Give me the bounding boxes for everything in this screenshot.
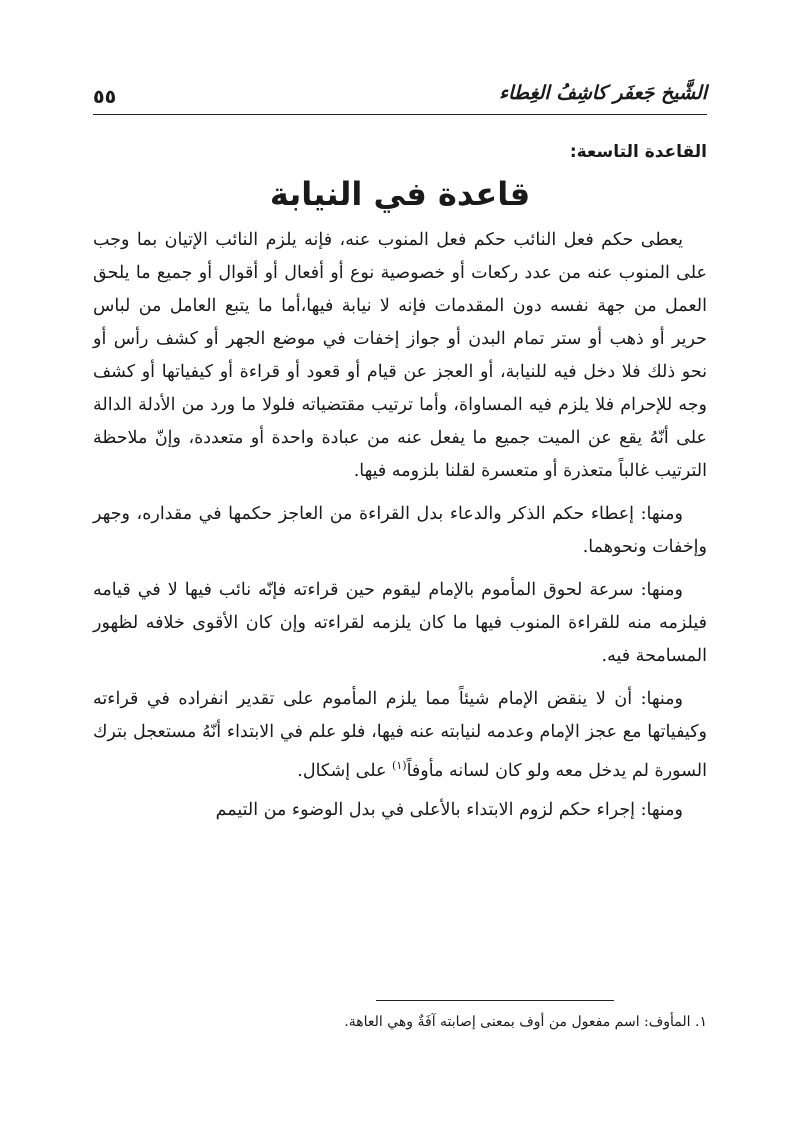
main-content: [93, 138, 707, 833]
paragraph-4: [93, 683, 707, 788]
paragraph-1: يعطى حكم فعل النائب حكم فعل المنوب عنه، فإنه يلزم النائب الإتيان بما وجب على المنوب عنه من عدد ركعات أو خصوصية نوع أو أفعال أو أقوال أو جميع ما يلحق العمل من جهة نفسه دون المقدمات فإنه لا نيابة فيها،أما ما يتبع العامل من لباس حرير أو ذهب أو ستر تمام البدن أو جواز إخفات في موضع الجهر أو كشف رأس أو نحو ذلك فلا دخل فيه للنيابة، أو العجز عن قيام أو قعود أو قراءة أو كيفياتها أو كشف وجه للإحرام فلا يلزم فيه المساواة، وأما ترتيب مقتضياته فلولا ما ورد من الأدلة الدالة على أنّهُ يقع عن الميت جميع ما يفعل عنه من عبادة واحدة أو متعددة، وإنّ ملاحظة الترتيب غالباً متعذرة أو متعسرة لقلنا بلزومه فيها.: [93, 230, 707, 481]
running-head-title: الشَّيخ جَعفَر كاشِفُ الغِطاء: [499, 82, 707, 104]
paragraph-5: ومنها: إجراء حكم لزوم الابتداء بالأعلى في بدل الوضوء من التيمم: [215, 799, 683, 820]
footnote-marker: (١): [392, 759, 407, 772]
footnote: ١. المأوف: اسم مفعول من أوف بمعنى إصابته آفَةٌ وهي العاهة.: [344, 1014, 707, 1030]
paragraph-4-text-end: على إشكال.: [297, 760, 393, 781]
section-label: القاعدة التاسعة:: [569, 142, 707, 162]
paragraph-2: ومنها: إعطاء حكم الذكر والدعاء بدل القراءة من العاجز حكمها في مقداره، وجهر وإخفات ونحوهما.: [93, 504, 707, 557]
paragraph-4-text: ومنها: أن لا ينقض الإمام شيئاً مما يلزم المأموم على تقدير انفراده في قراءته وكيفياتها مع عجز الإمام وعدمه لنيابته عنه فيها، فلو علم في الابتداء أنّهُ مستعجل بترك السورة لم يدخل معه ولو كان لسانه مأوفاً: [93, 689, 707, 781]
paragraph-3: ومنها: سرعة لحوق المأموم بالإمام ليقوم حين قراءته فإنّه نائب فيها لا في قيامه فيلزمه منه للقراءة المنوب فيها ما كان يلزمه لقراءته وإن كان الأقوى خلافه لظهور المسامحة فيه.: [93, 580, 707, 666]
running-header: [93, 78, 707, 115]
section-title: قاعدة في النيابة: [269, 175, 531, 213]
footnote-divider: [376, 1000, 614, 1001]
page-number: ٥٥: [93, 86, 117, 108]
